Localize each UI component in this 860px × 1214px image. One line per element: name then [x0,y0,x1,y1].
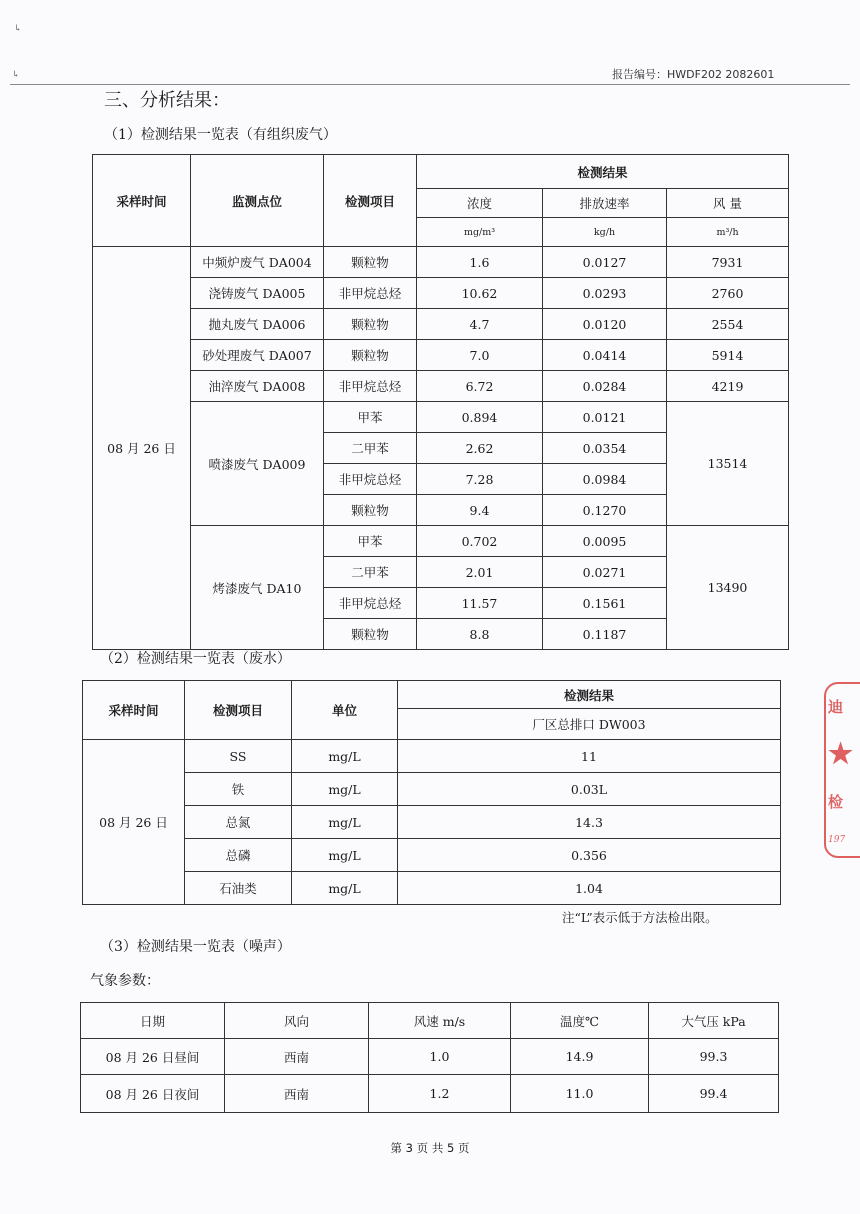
seal-text: 迪 [828,697,844,716]
wind-direction-value: 西南 [225,1075,369,1113]
table-row [93,340,789,371]
table-row [83,872,781,905]
monitoring-point: 抛丸废气 DA006 [191,309,324,340]
result-value: 11 [398,740,781,773]
table3-title: （3）检测结果一览表（噪声） [100,939,291,955]
table-row [81,1039,779,1075]
wind-speed-value: 1.2 [369,1075,511,1113]
air-volume-value: 5914 [667,340,789,371]
unit-value: mg/L [292,773,398,806]
concentration-value: 6.72 [417,371,543,402]
unit-air-volume: m³/h [667,218,789,247]
header-wind-speed: 风速 m/s [369,1003,511,1039]
table1-title: （1）检测结果一览表（有组织废气） [104,127,337,143]
unit-emission-rate: kg/h [543,218,667,247]
exhaust-gas-table [92,154,789,650]
wastewater-table [82,680,781,905]
test-item: 颗粒物 [324,309,417,340]
unit-value: mg/L [292,740,398,773]
header-emission-rate: 排放速率 [543,189,667,218]
concentration-value: 7.0 [417,340,543,371]
detection-limit-note: 注“L”表示低于方法检出限。 [562,910,718,925]
concentration-value: 0.894 [417,402,543,433]
emission-rate-value: 0.0414 [543,340,667,371]
table-row [93,278,789,309]
table-row [93,371,789,402]
result-value: 0.356 [398,839,781,872]
wind-speed-value: 1.0 [369,1039,511,1075]
header-monitoring-point: 监测点位 [191,155,324,247]
air-volume-value: 2760 [667,278,789,309]
test-item: 颗粒物 [324,495,417,526]
emission-rate-value: 0.0095 [543,526,667,557]
concentration-value: 9.4 [417,495,543,526]
header-unit: 单位 [292,681,398,740]
air-volume-value: 13490 [667,526,789,650]
pressure-value: 99.3 [649,1039,779,1075]
header-pressure: 大气压 kPa [649,1003,779,1039]
monitoring-point: 浇铸废气 DA005 [191,278,324,309]
sampling-date: 08 月 26 日 [93,247,191,650]
test-item: 颗粒物 [324,619,417,650]
test-item: 非甲烷总烃 [324,588,417,619]
emission-rate-value: 0.0284 [543,371,667,402]
temperature-value: 14.9 [511,1039,649,1075]
emission-rate-value: 0.0121 [543,402,667,433]
header-sampling-time: 采样时间 [83,681,185,740]
header-temperature: 温度℃ [511,1003,649,1039]
emission-rate-value: 0.0120 [543,309,667,340]
air-volume-value: 4219 [667,371,789,402]
header-test-result: 检测结果 [398,681,781,709]
unit-value: mg/L [292,872,398,905]
test-item: 二甲苯 [324,433,417,464]
monitoring-point: 烤漆废气 DA10 [191,526,324,650]
air-volume-value: 2554 [667,309,789,340]
air-volume-value: 13514 [667,402,789,526]
sampling-date: 08 月 26 日 [83,740,185,905]
test-item: 铁 [185,773,292,806]
emission-rate-value: 0.0984 [543,464,667,495]
weather-parameters-label: 气象参数： [90,973,160,989]
unit-value: mg/L [292,806,398,839]
wind-direction-value: 西南 [225,1039,369,1075]
emission-rate-value: 0.0293 [543,278,667,309]
seal-number: 197 [828,834,846,845]
table-row [93,247,789,278]
table-row [83,806,781,839]
header-test-result: 检测结果 [417,155,789,189]
result-value: 1.04 [398,872,781,905]
page-number: 第 3 页 共 5 页 [390,1141,470,1155]
test-item: 非甲烷总烃 [324,371,417,402]
concentration-value: 0.702 [417,526,543,557]
header-test-item: 检测项目 [185,681,292,740]
test-item: 总磷 [185,839,292,872]
header-concentration: 浓度 [417,189,543,218]
concentration-value: 1.6 [417,247,543,278]
test-item: 颗粒物 [324,247,417,278]
monitoring-point: 砂处理废气 DA007 [191,340,324,371]
date-value: 08 月 26 日昼间 [81,1039,225,1075]
table-row [83,839,781,872]
header-test-item: 检测项目 [324,155,417,247]
concentration-value: 2.01 [417,557,543,588]
seal-text: 检 [828,792,844,811]
emission-rate-value: 0.0354 [543,433,667,464]
header-outlet-location: 厂区总排口 DW003 [398,709,781,740]
test-item: 非甲烷总烃 [324,278,417,309]
table-row [83,773,781,806]
emission-rate-value: 0.1270 [543,495,667,526]
header-air-volume: 风 量 [667,189,789,218]
emission-rate-value: 0.0271 [543,557,667,588]
star-icon: ★ [828,736,854,770]
table2-title: （2）检测结果一览表（废水） [100,651,291,667]
concentration-value: 8.8 [417,619,543,650]
emission-rate-value: 0.1187 [543,619,667,650]
unit-concentration: mg/m³ [417,218,543,247]
result-value: 0.03L [398,773,781,806]
concentration-value: 11.57 [417,588,543,619]
test-item: 甲苯 [324,526,417,557]
date-value: 08 月 26 日夜间 [81,1075,225,1113]
concentration-value: 4.7 [417,309,543,340]
table-row [93,526,789,557]
test-item: SS [185,740,292,773]
header-wind-direction: 风向 [225,1003,369,1039]
emission-rate-value: 0.0127 [543,247,667,278]
test-item: 颗粒物 [324,340,417,371]
unit-value: mg/L [292,839,398,872]
scan-mark: ↳ [14,24,22,34]
header-date: 日期 [81,1003,225,1039]
pressure-value: 99.4 [649,1075,779,1113]
section-title: 三、分析结果： [104,90,230,111]
weather-table [80,1002,779,1113]
test-item: 非甲烷总烃 [324,464,417,495]
concentration-value: 2.62 [417,433,543,464]
monitoring-point: 中频炉废气 DA004 [191,247,324,278]
scan-mark: ↳ [12,70,20,80]
monitoring-point: 喷漆废气 DA009 [191,402,324,526]
monitoring-point: 油淬废气 DA008 [191,371,324,402]
air-volume-value: 7931 [667,247,789,278]
test-item: 二甲苯 [324,557,417,588]
test-item: 总氮 [185,806,292,839]
concentration-value: 7.28 [417,464,543,495]
temperature-value: 11.0 [511,1075,649,1113]
header-sampling-time: 采样时间 [93,155,191,247]
header-rule [10,84,850,85]
table-row [81,1075,779,1113]
official-seal [824,682,860,858]
table-row [83,740,781,773]
concentration-value: 10.62 [417,278,543,309]
test-item: 甲苯 [324,402,417,433]
test-item: 石油类 [185,872,292,905]
table-row [93,309,789,340]
report-number: 报告编号：HWDF202 2082601 [612,68,775,81]
table-row [93,402,789,433]
result-value: 14.3 [398,806,781,839]
emission-rate-value: 0.1561 [543,588,667,619]
